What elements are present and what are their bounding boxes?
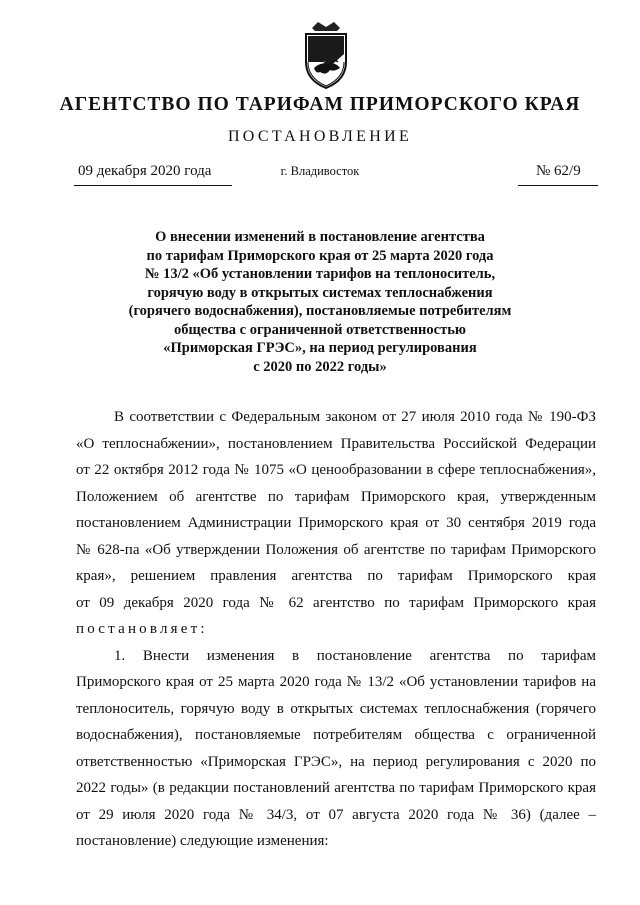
preamble-line: «О теплоснабжении», постановлением Правительства Российской Федерации [76,435,596,452]
date-underline [74,185,232,186]
document-type: ПОСТАНОВЛЕНИЕ [227,128,413,145]
item1-line: водоснабжения), постановляемые потребителям общества с ограниченной [76,727,596,743]
item1-line: теплоноситель, горячую воду в открытых системах теплоснабжения (горячего [76,700,596,717]
preamble-line: № 628-па «Об утверждении Положения об агентстве по тарифам Приморского [76,541,596,558]
preamble-line: края», решением правления агентства по тарифам Приморского края [76,568,596,584]
document-city: г. Владивосток [280,164,360,178]
item1-line: от 29 июля 2020 года № 34/3, от 07 августа 2020 года № 36) (далее – [76,806,596,823]
item1-line: ответственностью «Приморская ГРЭС», на период регулирования с 2020 по [76,753,596,770]
heading-line: № 13/2 «Об установлении тарифов на теплоноситель, [144,266,496,282]
decree-word: постановляет: [76,621,208,637]
preamble-line: Положением об агентстве по тарифам Приморского края, утвержденным [76,488,596,505]
heading-line: горячую воду в открытых системах теплоснабжения [147,284,493,301]
document-date: 09 декабря 2020 года [78,163,212,179]
heading-line: с 2020 по 2022 годы» [253,358,387,375]
preamble-line: постановлением Администрации Приморского края от 30 сентября 2019 года [76,515,596,531]
heading-line: О внесении изменений в постановление агентства [155,229,485,245]
agency-name: АГЕНТСТВО ПО ТАРИФАМ ПРИМОРСКОГО КРАЯ [59,94,581,115]
coat-of-arms-emblem [300,18,352,90]
number-underline [518,185,598,186]
item1-line: Приморского края от 25 марта 2020 года № 13/2 «Об установлении тарифов на [76,674,596,690]
document-heading [100,228,540,376]
item1-line: постановление) следующие изменения: [76,833,329,849]
heading-line: (горячего водоснабжения), постановляемые потребителям [128,303,512,319]
document-body [76,404,596,855]
item1-line: 2022 годы» (в редакции постановлений агентства по тарифам Приморского края [76,780,596,796]
document-number: № 62/9 [536,163,581,179]
item1-line: 1. Внести изменения в постановление агентства по тарифам [114,647,596,664]
heading-line: по тарифам Приморского края от 25 марта 2020 года [146,247,494,264]
preamble-line: от 22 октября 2012 года № 1075 «О ценообразовании в сфере теплоснабжения», [76,462,596,478]
heading-line: общества с ограниченной ответственностью [174,321,466,338]
preamble-line: от 09 декабря 2020 года № 62 агентство по тарифам Приморского края [76,594,596,611]
heading-line: «Приморская ГРЭС», на период регулирования [163,340,477,356]
preamble-line: В соответствии с Федеральным законом от 27 июля 2010 года № 190-ФЗ [114,409,596,425]
